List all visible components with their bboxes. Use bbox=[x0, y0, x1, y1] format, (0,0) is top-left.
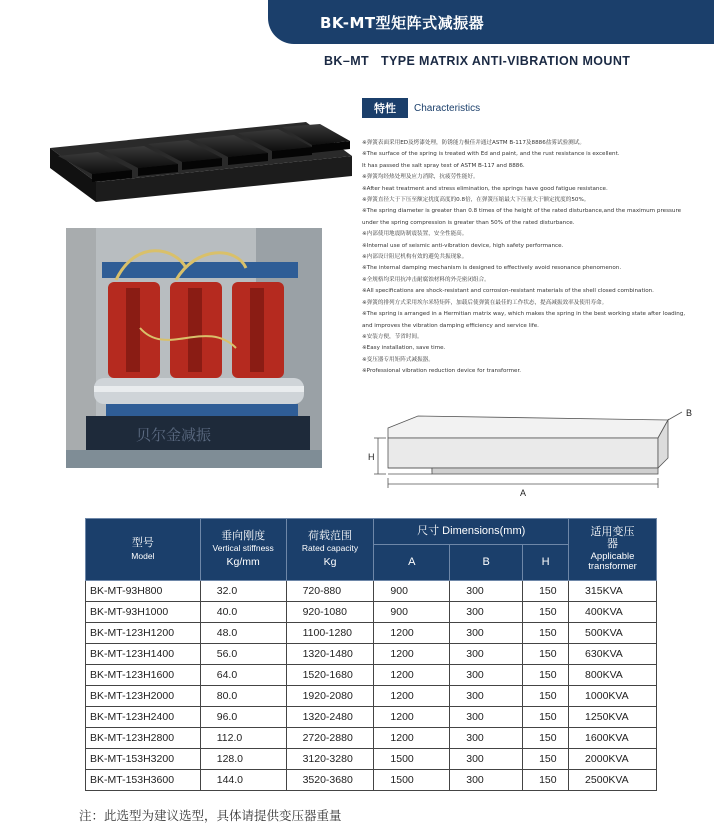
table-cell: 300 bbox=[450, 644, 523, 665]
table-cell: 1200 bbox=[374, 686, 450, 707]
table-cell: 150 bbox=[523, 686, 569, 707]
table-cell: 1200 bbox=[374, 665, 450, 686]
spec-table bbox=[85, 518, 657, 791]
table-cell: 150 bbox=[523, 728, 569, 749]
drawing-label-a: A bbox=[520, 488, 527, 498]
table-cell: 300 bbox=[450, 749, 523, 770]
feature-line: ※The surface of the spring is treated with Ed and paint, and the rust resistance is excellent. bbox=[362, 151, 620, 158]
table-cell: 48.0 bbox=[200, 623, 286, 644]
table-row bbox=[86, 686, 657, 707]
feature-line: ※变压器专用矩阵式减振器。 bbox=[362, 356, 434, 363]
table-cell: BK-MT-153H3600 bbox=[86, 770, 201, 791]
table-cell: 128.0 bbox=[200, 749, 286, 770]
feature-line: ※安装方便，节省时间。 bbox=[362, 333, 423, 340]
table-cell: 144.0 bbox=[200, 770, 286, 791]
table-row bbox=[86, 770, 657, 791]
table-cell: 1000KVA bbox=[569, 686, 657, 707]
header-stiffness: 垂向刚度 Vertical stiffness Kg/mm bbox=[200, 519, 286, 581]
table-cell: 1200 bbox=[374, 644, 450, 665]
table-cell: 300 bbox=[450, 728, 523, 749]
table-cell: 2000KVA bbox=[569, 749, 657, 770]
table-cell: 1250KVA bbox=[569, 707, 657, 728]
feature-line: ※内部使用地震防制震装置，安全性能高。 bbox=[362, 231, 468, 238]
table-cell: 2720-2880 bbox=[286, 728, 374, 749]
table-cell: 1500 bbox=[374, 749, 450, 770]
table-cell: 500KVA bbox=[569, 623, 657, 644]
table-row bbox=[86, 728, 657, 749]
header-load: 荷载范围 Rated capacity Kg bbox=[286, 519, 374, 581]
table-cell: 630KVA bbox=[569, 644, 657, 665]
drawing-label-b: B bbox=[686, 408, 693, 418]
table-row bbox=[86, 644, 657, 665]
feature-line: ※The internal damping mechanism is designed to effectively avoid resonance phenomenon. bbox=[362, 265, 622, 272]
table-cell: 1600KVA bbox=[569, 728, 657, 749]
table-cell: 2500KVA bbox=[569, 770, 657, 791]
table-cell: 920-1080 bbox=[286, 602, 374, 623]
header-a: A bbox=[374, 545, 450, 581]
table-cell: 300 bbox=[450, 581, 523, 602]
feature-line: ※弹簧均经热处理及应力消除，抗疲劳性能好。 bbox=[362, 174, 479, 181]
table-cell: 150 bbox=[523, 665, 569, 686]
table-cell: BK-MT-123H2400 bbox=[86, 707, 201, 728]
subtitle-code: BK–MT bbox=[324, 54, 370, 68]
feature-line: ※Professional vibration reduction device for transformer. bbox=[362, 368, 522, 375]
table-cell: BK-MT-93H800 bbox=[86, 581, 201, 602]
feature-line: ※全规格均采用抗冲击耐腐蚀材料的外壳密闭组合。 bbox=[362, 276, 490, 283]
table-cell: 32.0 bbox=[200, 581, 286, 602]
dimension-drawing bbox=[368, 408, 698, 500]
table-cell: 64.0 bbox=[200, 665, 286, 686]
table-cell: 315KVA bbox=[569, 581, 657, 602]
feature-line: ※弹簧表面采用ED及烤漆处理，防锈能力极佳并通过ASTM B-117及8886盐雾试验测试。 bbox=[362, 140, 585, 146]
page-title: BK-MT型矩阵式减振器 bbox=[320, 13, 485, 32]
page-subtitle bbox=[324, 54, 630, 68]
table-cell: 800KVA bbox=[569, 665, 657, 686]
table-row bbox=[86, 623, 657, 644]
table-cell: 1100-1280 bbox=[286, 623, 374, 644]
table-cell: 56.0 bbox=[200, 644, 286, 665]
feature-line: ※All specifications are shock-resistant and corrosion-resistant materials of the shell closed combination. bbox=[362, 288, 654, 295]
table-row bbox=[86, 707, 657, 728]
table-cell: BK-MT-123H2000 bbox=[86, 686, 201, 707]
table-cell: 300 bbox=[450, 623, 523, 644]
table-cell: 40.0 bbox=[200, 602, 286, 623]
table-cell: 1520-1680 bbox=[286, 665, 374, 686]
table-cell: 80.0 bbox=[200, 686, 286, 707]
table-cell: 3520-3680 bbox=[286, 770, 374, 791]
characteristics-label: Characteristics bbox=[414, 102, 481, 114]
table-cell: 300 bbox=[450, 686, 523, 707]
feature-line: ※The spring is arranged in a Hermitian matrix way, which makes the spring in the best working state after loading, and improves the vibration damping efficiency and service life. bbox=[362, 311, 686, 329]
table-cell: 150 bbox=[523, 644, 569, 665]
table-cell: 1320-2480 bbox=[286, 707, 374, 728]
table-row bbox=[86, 665, 657, 686]
table-cell: 1320-1480 bbox=[286, 644, 374, 665]
feature-line: ※内部设计阻尼机构有效的避免共振现象。 bbox=[362, 254, 468, 261]
table-cell: 1920-2080 bbox=[286, 686, 374, 707]
table-row bbox=[86, 602, 657, 623]
characteristics-tag: 特性 bbox=[362, 98, 408, 118]
table-cell: BK-MT-123H1400 bbox=[86, 644, 201, 665]
header-model: 型号 Model bbox=[86, 519, 201, 581]
table-cell: 150 bbox=[523, 602, 569, 623]
table-cell: 300 bbox=[450, 665, 523, 686]
feature-line: ※After heat treatment and stress elimination, the springs have good fatigue resistance. bbox=[362, 185, 608, 192]
subtitle-text: TYPE MATRIX ANTI-VIBRATION MOUNT bbox=[380, 54, 631, 68]
header-h: H bbox=[523, 545, 569, 581]
table-cell: 150 bbox=[523, 770, 569, 791]
title-banner bbox=[268, 0, 714, 44]
table-cell: 300 bbox=[450, 707, 523, 728]
feature-line: ※The spring diameter is greater than 0.8 times of the height of the rated disturbance,and the maximum pressure under the spring compression is greater than 50% of the rated disturbance. bbox=[362, 208, 682, 226]
characteristics-list bbox=[362, 138, 692, 378]
table-row bbox=[86, 749, 657, 770]
header-dimensions: 尺寸 Dimensions(mm) bbox=[374, 519, 569, 545]
transformer-photo bbox=[66, 228, 322, 468]
table-cell: 300 bbox=[450, 602, 523, 623]
table-row bbox=[86, 581, 657, 602]
table-cell: 150 bbox=[523, 581, 569, 602]
header-b: B bbox=[450, 545, 523, 581]
drawing-label-h: H bbox=[368, 452, 375, 462]
table-cell: 3120-3280 bbox=[286, 749, 374, 770]
selection-note: 注：此选型为建议选型，具体请提供变压器重量 bbox=[79, 808, 342, 823]
table-cell: 96.0 bbox=[200, 707, 286, 728]
table-cell: BK-MT-123H1600 bbox=[86, 665, 201, 686]
feature-line: It has passed the salt spray test of ASTM B-117 and 8886. bbox=[362, 162, 525, 169]
table-cell: 150 bbox=[523, 707, 569, 728]
characteristics-heading bbox=[362, 98, 480, 118]
table-cell: 1200 bbox=[374, 707, 450, 728]
table-cell: 150 bbox=[523, 749, 569, 770]
table-cell: 300 bbox=[450, 770, 523, 791]
photo-signage: 贝尔金减振 bbox=[136, 426, 212, 444]
feature-line: ※Internal use of seismic anti-vibration device, high safety performance. bbox=[362, 242, 564, 249]
header-transformer: 适用变压器 Applicable transformer bbox=[569, 519, 657, 581]
table-cell: 1500 bbox=[374, 770, 450, 791]
table-cell: BK-MT-153H3200 bbox=[86, 749, 201, 770]
table-cell: 1200 bbox=[374, 623, 450, 644]
table-cell: 400KVA bbox=[569, 602, 657, 623]
table-cell: 150 bbox=[523, 623, 569, 644]
feature-line: ※弹簧的排列方式采用埃尔米特矩阵，加载后使弹簧在最佳的工作状态，提高减振效率及使用寿命。 bbox=[362, 299, 608, 306]
table-cell: 900 bbox=[374, 581, 450, 602]
table-cell: 720-880 bbox=[286, 581, 374, 602]
table-cell: BK-MT-123H2800 bbox=[86, 728, 201, 749]
table-cell: BK-MT-123H1200 bbox=[86, 623, 201, 644]
feature-line: ※Easy installation, save time. bbox=[362, 345, 446, 352]
table-cell: 900 bbox=[374, 602, 450, 623]
spec-table-body bbox=[86, 581, 657, 791]
table-cell: BK-MT-93H1000 bbox=[86, 602, 201, 623]
mount-product-image bbox=[44, 112, 356, 212]
table-cell: 112.0 bbox=[200, 728, 286, 749]
table-cell: 1200 bbox=[374, 728, 450, 749]
feature-line: ※弹簧直径大于下压至额定扰度高度的0.8倍，在弹簧压缩最大下压量大于额定扰度的50%。 bbox=[362, 197, 590, 204]
